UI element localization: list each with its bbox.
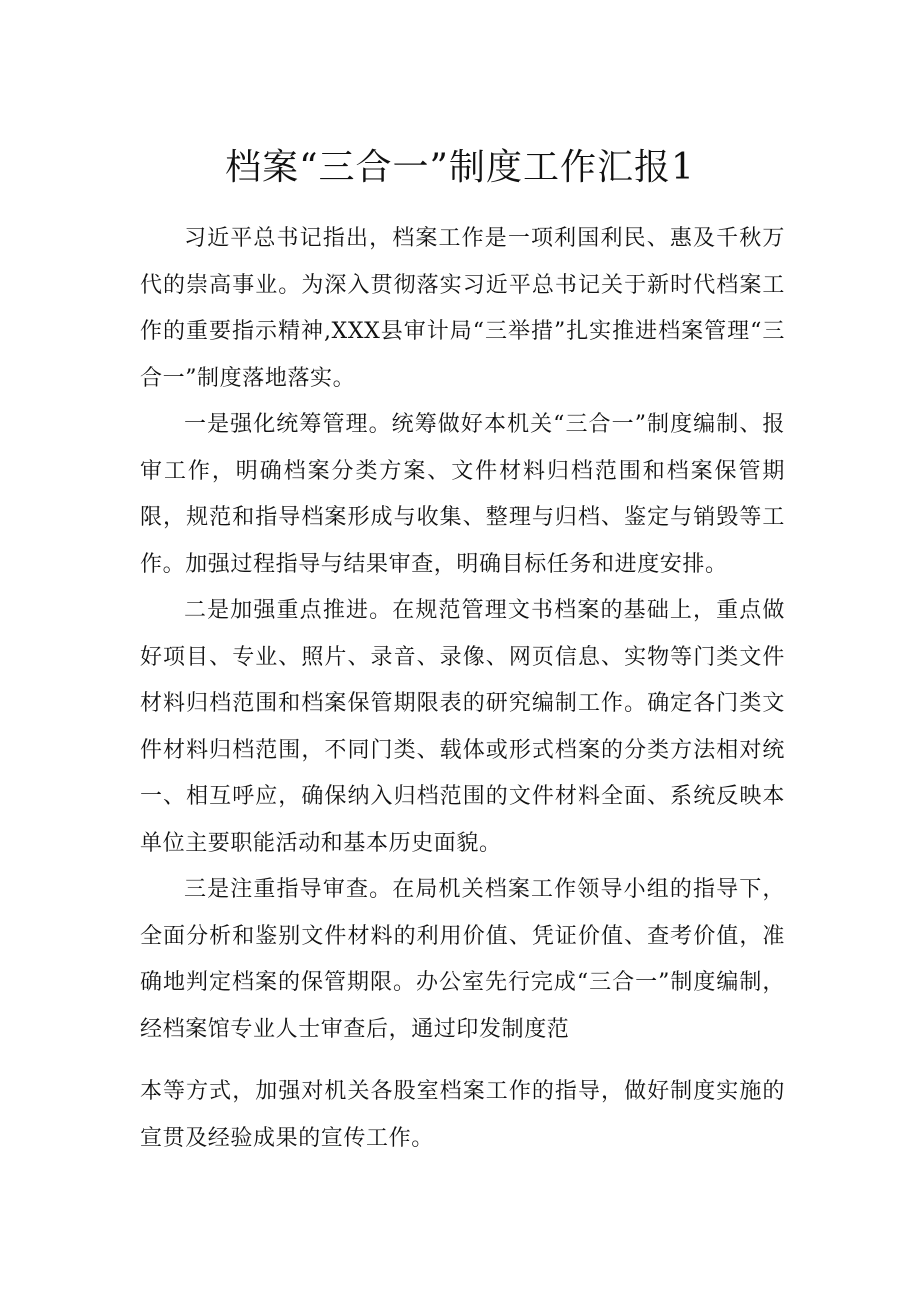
paragraph-intro: 习近平总书记指出，档案工作是一项利国利民、惠及千秋万代的崇高事业。为深入贯彻落实习近平总书记关于新时代档案工作的重要指示精神,XXX县审计局“三举措”扎实推进档案管理“三合一”制度落地落实。 [140,226,785,391]
paragraph-measure-three: 三是注重指导审查。在局机关档案工作领导小组的指导下，全面分析和鉴别文件材料的利用价值、凭证价值、查考价值，准确地判定档案的保管期限。办公室先行完成“三合一”制度编制，经档案馆专业人士审查后，通过印发制度范 [140,877,785,1042]
paragraph-measure-one: 一是强化统筹管理。统筹做好本机关“三合一”制度编制、报审工作，明确档案分类方案、文件材料归档范围和档案保管期限，规范和指导档案形成与收集、整理与归档、鉴定与销毁等工作。加强过程指导与结果审查，明确目标任务和进度安排。 [140,412,785,577]
paragraph-measure-two: 二是加强重点推进。在规范管理文书档案的基础上，重点做好项目、专业、照片、录音、录像、网页信息、实物等门类文件材料归档范围和档案保管期限表的研究编制工作。确定各门类文件材料归档范围，不同门类、载体或形式档案的分类方法相对统一、相互呼应，确保纳入归档范围的文件材料全面、系统反映本单位主要职能活动和基本历史面貌。 [140,598,785,856]
document-body [140,216,785,1162]
paragraph-continuation: 本等方式，加强对机关各股室档案工作的指导，做好制度实施的宣贯及经验成果的宣传工作。 [140,1079,785,1151]
document-title: 档案“三合一”制度工作汇报1 [225,147,695,188]
